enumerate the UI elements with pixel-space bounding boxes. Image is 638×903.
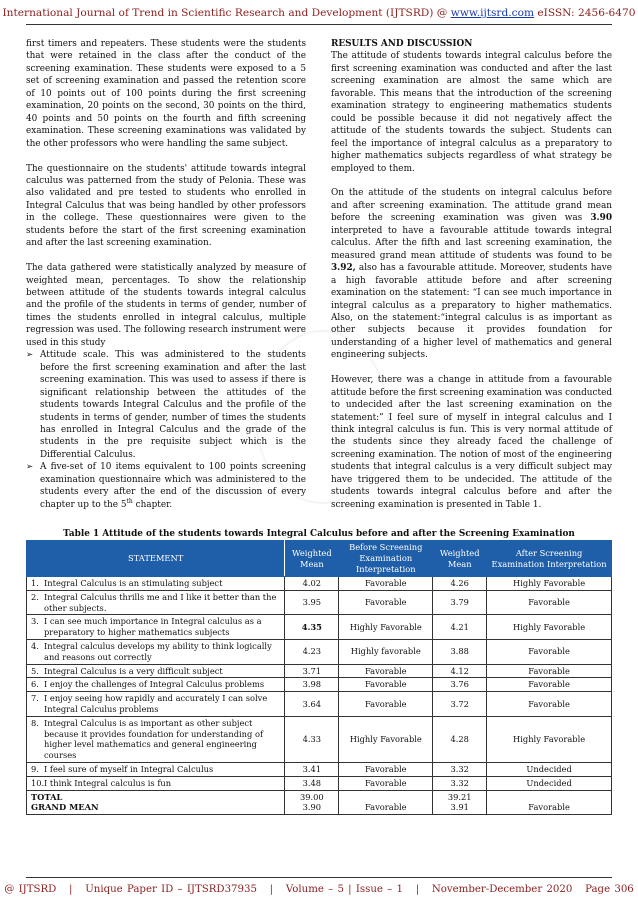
weighted-mean-before: 3.64 xyxy=(285,692,339,717)
statement-cell xyxy=(27,692,285,717)
total-label: TOTAL xyxy=(31,791,63,802)
interpretation-before: Highly favorable xyxy=(339,639,433,664)
left-paragraph-2: The questionnaire on the students' attitude towards integral calculus was patterned from the study of Pelonia. These was also validated and pre tested to students who enrolled in Integral Calculus that was being handled by other professors in the college. These questionnaires were given to the students before the start of the first screening examination and after the last screening examination. xyxy=(26,163,306,249)
total-label-cell xyxy=(27,790,285,815)
table-caption: Table 1 Attitude of the students towards Integral Calculus before and after the Screening Examination xyxy=(63,529,575,539)
interpretation-after: Favorable xyxy=(487,692,612,717)
statement-text: Integral calculus develops my ability to think logically and reasons out correctly xyxy=(44,640,272,662)
weighted-mean-before: 3.41 xyxy=(285,762,339,776)
list-item xyxy=(26,349,306,461)
header-before-interpretation: Before Screening Examination Interpretation xyxy=(339,541,433,577)
statement-text: I enjoy the challenges of Integral Calculus problems xyxy=(44,679,265,690)
interpretation-before: Favorable xyxy=(339,762,433,776)
header-issn: eISSN: 2456-6470 xyxy=(534,7,636,19)
page-footer: @ IJTSRD | Unique Paper ID – IJTSRD37935 | Volume – 5 | Issue – 1 | November-December 2020 Page 306 xyxy=(4,884,634,895)
total-wm-after: 39.21 xyxy=(447,791,472,802)
bullet-text: Attitude scale. This was administered to the students before the first screening examination and after the last screening examination. This was used to assess if there is significant relationship between the attitudes of the students towards Integral Calculus and the profile of the students in terms of gender, number of times the students has enrolled in Integral Calculus and the grade of the students in the pre requisite subject which is the Differential Calculus. xyxy=(40,350,306,460)
statement-text: I can see much importance in Integral calculus as a preparatory to higher mathematics subjects xyxy=(44,616,262,638)
right-column xyxy=(331,38,612,511)
weighted-mean-after: 3.32 xyxy=(433,762,487,776)
statement-wrap xyxy=(31,693,281,715)
interpretation-before: Favorable xyxy=(339,590,433,615)
right-paragraph-3: However, there was a change in attitude from a favourable attitude before the first screening examination was conducted to undecided after the last screening examination on the statement:” I feel sure of myself in integral calculus and I think integral calculus is fun. This is very normal attitude of the students since they already faced the challenge of screening examination. The notion of most of the engineering students that integral calculus is a very difficult subject may have triggered them to be undecided. The attitude of the students towards integral calculus before and after the screening examination is presented in Table 1. xyxy=(331,375,612,510)
table-row xyxy=(27,590,612,615)
header-after-interpretation: After Screening Examination Interpretation xyxy=(487,541,612,577)
statement-text: Integral Calculus is a very difficult subject xyxy=(44,665,223,676)
statement-wrap xyxy=(31,666,281,677)
statement-text: Integral Calculus is as important as other subject because it provides foundation for understanding of higher level mathematics and general engineering courses xyxy=(44,717,264,761)
statement-wrap xyxy=(31,718,281,761)
statement-wrap xyxy=(31,764,281,775)
statement-number: 7. xyxy=(31,693,39,704)
header-rule xyxy=(26,24,612,25)
right-paragraph-1: The attitude of students towards integral calculus before the first screening examination was conducted and after the last screening examination are almost the same which are favorable. This means that the introduction of the screening examination strategy to engineering mathematics students could be possible because it did not negatively affect the attitude of the students towards the subject. Students can feel the importance of integral calculus as a preparatory to higher mathematics subjects regardless of what strategy be employed to them. xyxy=(331,51,612,174)
paragraph-text: On the attitude of the students on integral calculus before and after screening examination. The attitude grand mean before the screening examination was given was xyxy=(331,188,612,224)
weighted-mean-before: 4.33 xyxy=(285,716,339,762)
grand-mean-wm-after: 3.91 xyxy=(450,802,469,813)
grand-mean-label: GRAND MEAN xyxy=(31,802,99,813)
table-row xyxy=(27,664,612,678)
section-heading: RESULTS AND DISCUSSION xyxy=(331,39,473,49)
statement-wrap xyxy=(31,592,281,614)
attitude-table xyxy=(26,540,612,815)
table-body xyxy=(27,577,612,791)
list-item xyxy=(26,461,306,511)
interpretation-after: Favorable xyxy=(487,678,612,692)
interpretation-before: Favorable xyxy=(339,692,433,717)
statement-text: Integral Calculus thrills me and I like it better than the other subjects. xyxy=(44,591,277,613)
interpretation-before: Favorable xyxy=(339,577,433,591)
table-row xyxy=(27,639,612,664)
weighted-mean-after: 3.79 xyxy=(433,590,487,615)
table-header-row xyxy=(27,541,612,577)
table-row xyxy=(27,678,612,692)
statement-wrap xyxy=(31,778,281,789)
statement-wrap xyxy=(31,641,281,663)
grand-mean-wm-before: 3.90 xyxy=(302,802,322,813)
bullet-text-end: chapter. xyxy=(132,499,173,510)
statement-number: 6. xyxy=(31,679,39,690)
weighted-mean-before: 3.48 xyxy=(285,776,339,790)
paragraph-text: interpreted to have a favourable attitude towards integral calculus. After the fifth and last screening examination, the measured grand mean attitude of students was found to be xyxy=(331,225,612,261)
interpretation-after: Highly Favorable xyxy=(487,615,612,640)
left-column xyxy=(26,38,306,511)
grand-mean-after-value: 3.92, xyxy=(331,263,356,274)
instrument-list xyxy=(26,349,306,511)
journal-header xyxy=(0,6,638,20)
interpretation-after: Favorable xyxy=(487,639,612,664)
statement-cell xyxy=(27,577,285,591)
header-title: International Journal of Trend in Scientific Research and Development (IJTSRD) @ xyxy=(2,7,451,19)
statement-number: 5. xyxy=(31,665,39,676)
total-row xyxy=(27,790,612,815)
weighted-mean-before: 3.98 xyxy=(285,678,339,692)
footer-rule xyxy=(26,877,612,878)
statement-wrap xyxy=(31,578,281,589)
interpretation-after: Highly Favorable xyxy=(487,577,612,591)
interpretation-before: Favorable xyxy=(339,664,433,678)
statement-cell xyxy=(27,639,285,664)
arrow-bullet-icon: ➢ xyxy=(26,462,34,473)
statement-number: 8. xyxy=(31,717,39,728)
interpretation-after: Highly Favorable xyxy=(487,716,612,762)
right-paragraph-2 xyxy=(331,187,612,361)
total-wm-before: 39.00 xyxy=(299,791,324,802)
statement-number: 3. xyxy=(31,616,39,627)
left-paragraph-1: first timers and repeaters. These students were the students that were retained in the class after the conduct of the screening examination. These students were exposed to a 5 set of screening examination and passed the retention score of 10 points out of 100 points during the first screening examination, 20 points on the second, 30 points on the third, 40 points and 50 points on the fourth and fifth screening examination. These screening examinations was validated by the other professors who were handling the same subject. xyxy=(26,39,306,149)
weighted-mean-before: 3.95 xyxy=(285,590,339,615)
statement-cell xyxy=(27,716,285,762)
table-row xyxy=(27,762,612,776)
table-row xyxy=(27,692,612,717)
header-weighted-mean-before: Weighted Mean xyxy=(285,541,339,577)
total-wm-before-cell xyxy=(285,790,339,815)
statement-text: Integral Calculus is an stimulating subject xyxy=(44,578,223,588)
statement-cell xyxy=(27,678,285,692)
interpretation-after: Favorable xyxy=(487,590,612,615)
statement-text: I feel sure of myself in Integral Calculus xyxy=(44,763,214,774)
grand-mean-interp-after: Favorable xyxy=(487,790,612,815)
interpretation-before: Highly Favorable xyxy=(339,716,433,762)
statement-number: 2. xyxy=(31,591,39,602)
statement-number: 4. xyxy=(31,640,39,651)
statement-cell xyxy=(27,664,285,678)
table-row xyxy=(27,577,612,591)
interpretation-before: Highly Favorable xyxy=(339,615,433,640)
interpretation-after: Favorable xyxy=(487,664,612,678)
statement-number: 10. xyxy=(31,777,45,788)
interpretation-before: Favorable xyxy=(339,678,433,692)
table-row xyxy=(27,615,612,640)
statement-cell xyxy=(27,615,285,640)
weighted-mean-before: 4.35 xyxy=(285,615,339,640)
grand-mean-interp-before: Favorable xyxy=(339,790,433,815)
weighted-mean-before: 3.71 xyxy=(285,664,339,678)
weighted-mean-after: 3.72 xyxy=(433,692,487,717)
weighted-mean-after: 4.26 xyxy=(433,577,487,591)
weighted-mean-after: 4.21 xyxy=(433,615,487,640)
weighted-mean-before: 4.23 xyxy=(285,639,339,664)
weighted-mean-before: 4.02 xyxy=(285,577,339,591)
statement-cell xyxy=(27,762,285,776)
statement-wrap xyxy=(31,616,281,638)
statement-number: 1. xyxy=(31,578,39,588)
total-wm-after-cell xyxy=(433,790,487,815)
statement-text: I enjoy seeing how rapidly and accurately I can solve Integral Calculus problems xyxy=(44,693,268,714)
interpretation-after: Undecided xyxy=(487,762,612,776)
weighted-mean-after: 3.32 xyxy=(433,776,487,790)
table-row xyxy=(27,776,612,790)
header-statement: STATEMENT xyxy=(27,541,285,577)
left-paragraph-3: The data gathered were statistically analyzed by measure of weighted mean, percentages. To show the relationship between attitude of the students towards integral calculus and the profile of the students in terms of gender, number of times the students enrolled in integral calculus, multiple regression was used. The following research instrument were used in this study xyxy=(26,263,306,348)
interpretation-before: Favorable xyxy=(339,776,433,790)
statement-cell xyxy=(27,590,285,615)
statement-number: 9. xyxy=(31,763,39,774)
interpretation-after: Undecided xyxy=(487,776,612,790)
arrow-bullet-icon: ➢ xyxy=(26,350,34,361)
statement-cell xyxy=(27,776,285,790)
weighted-mean-after: 3.76 xyxy=(433,678,487,692)
bullet-text: A five-set of 10 items equivalent to 100 points screening examination questionnaire which was administered to the students every after the end of the discussion of every chapter up to the 5 xyxy=(40,462,306,510)
weighted-mean-after: 3.88 xyxy=(433,639,487,664)
weighted-mean-after: 4.28 xyxy=(433,716,487,762)
journal-url-link[interactable]: www.ijtsrd.com xyxy=(450,7,534,19)
grand-mean-before-value: 3.90 xyxy=(590,213,612,224)
paragraph-text: also has a favourable attitude. Moreover, students have a high favorable attitude before and after screening examination on the statement: “I can see much importance in integral calculus as a preparatory to higher mathematics. Also, on the statement:“integral calculus is as important as other subjects because it provides foundation for understanding of a higher level of mathematics and general engineering subjects. xyxy=(331,263,612,361)
weighted-mean-after: 4.12 xyxy=(433,664,487,678)
bullet-superscript: th xyxy=(126,497,133,505)
statement-wrap xyxy=(31,679,281,690)
table-row xyxy=(27,716,612,762)
header-weighted-mean-after: Weighted Mean xyxy=(433,541,487,577)
statement-text: I think Integral calculus is fun xyxy=(44,777,172,788)
